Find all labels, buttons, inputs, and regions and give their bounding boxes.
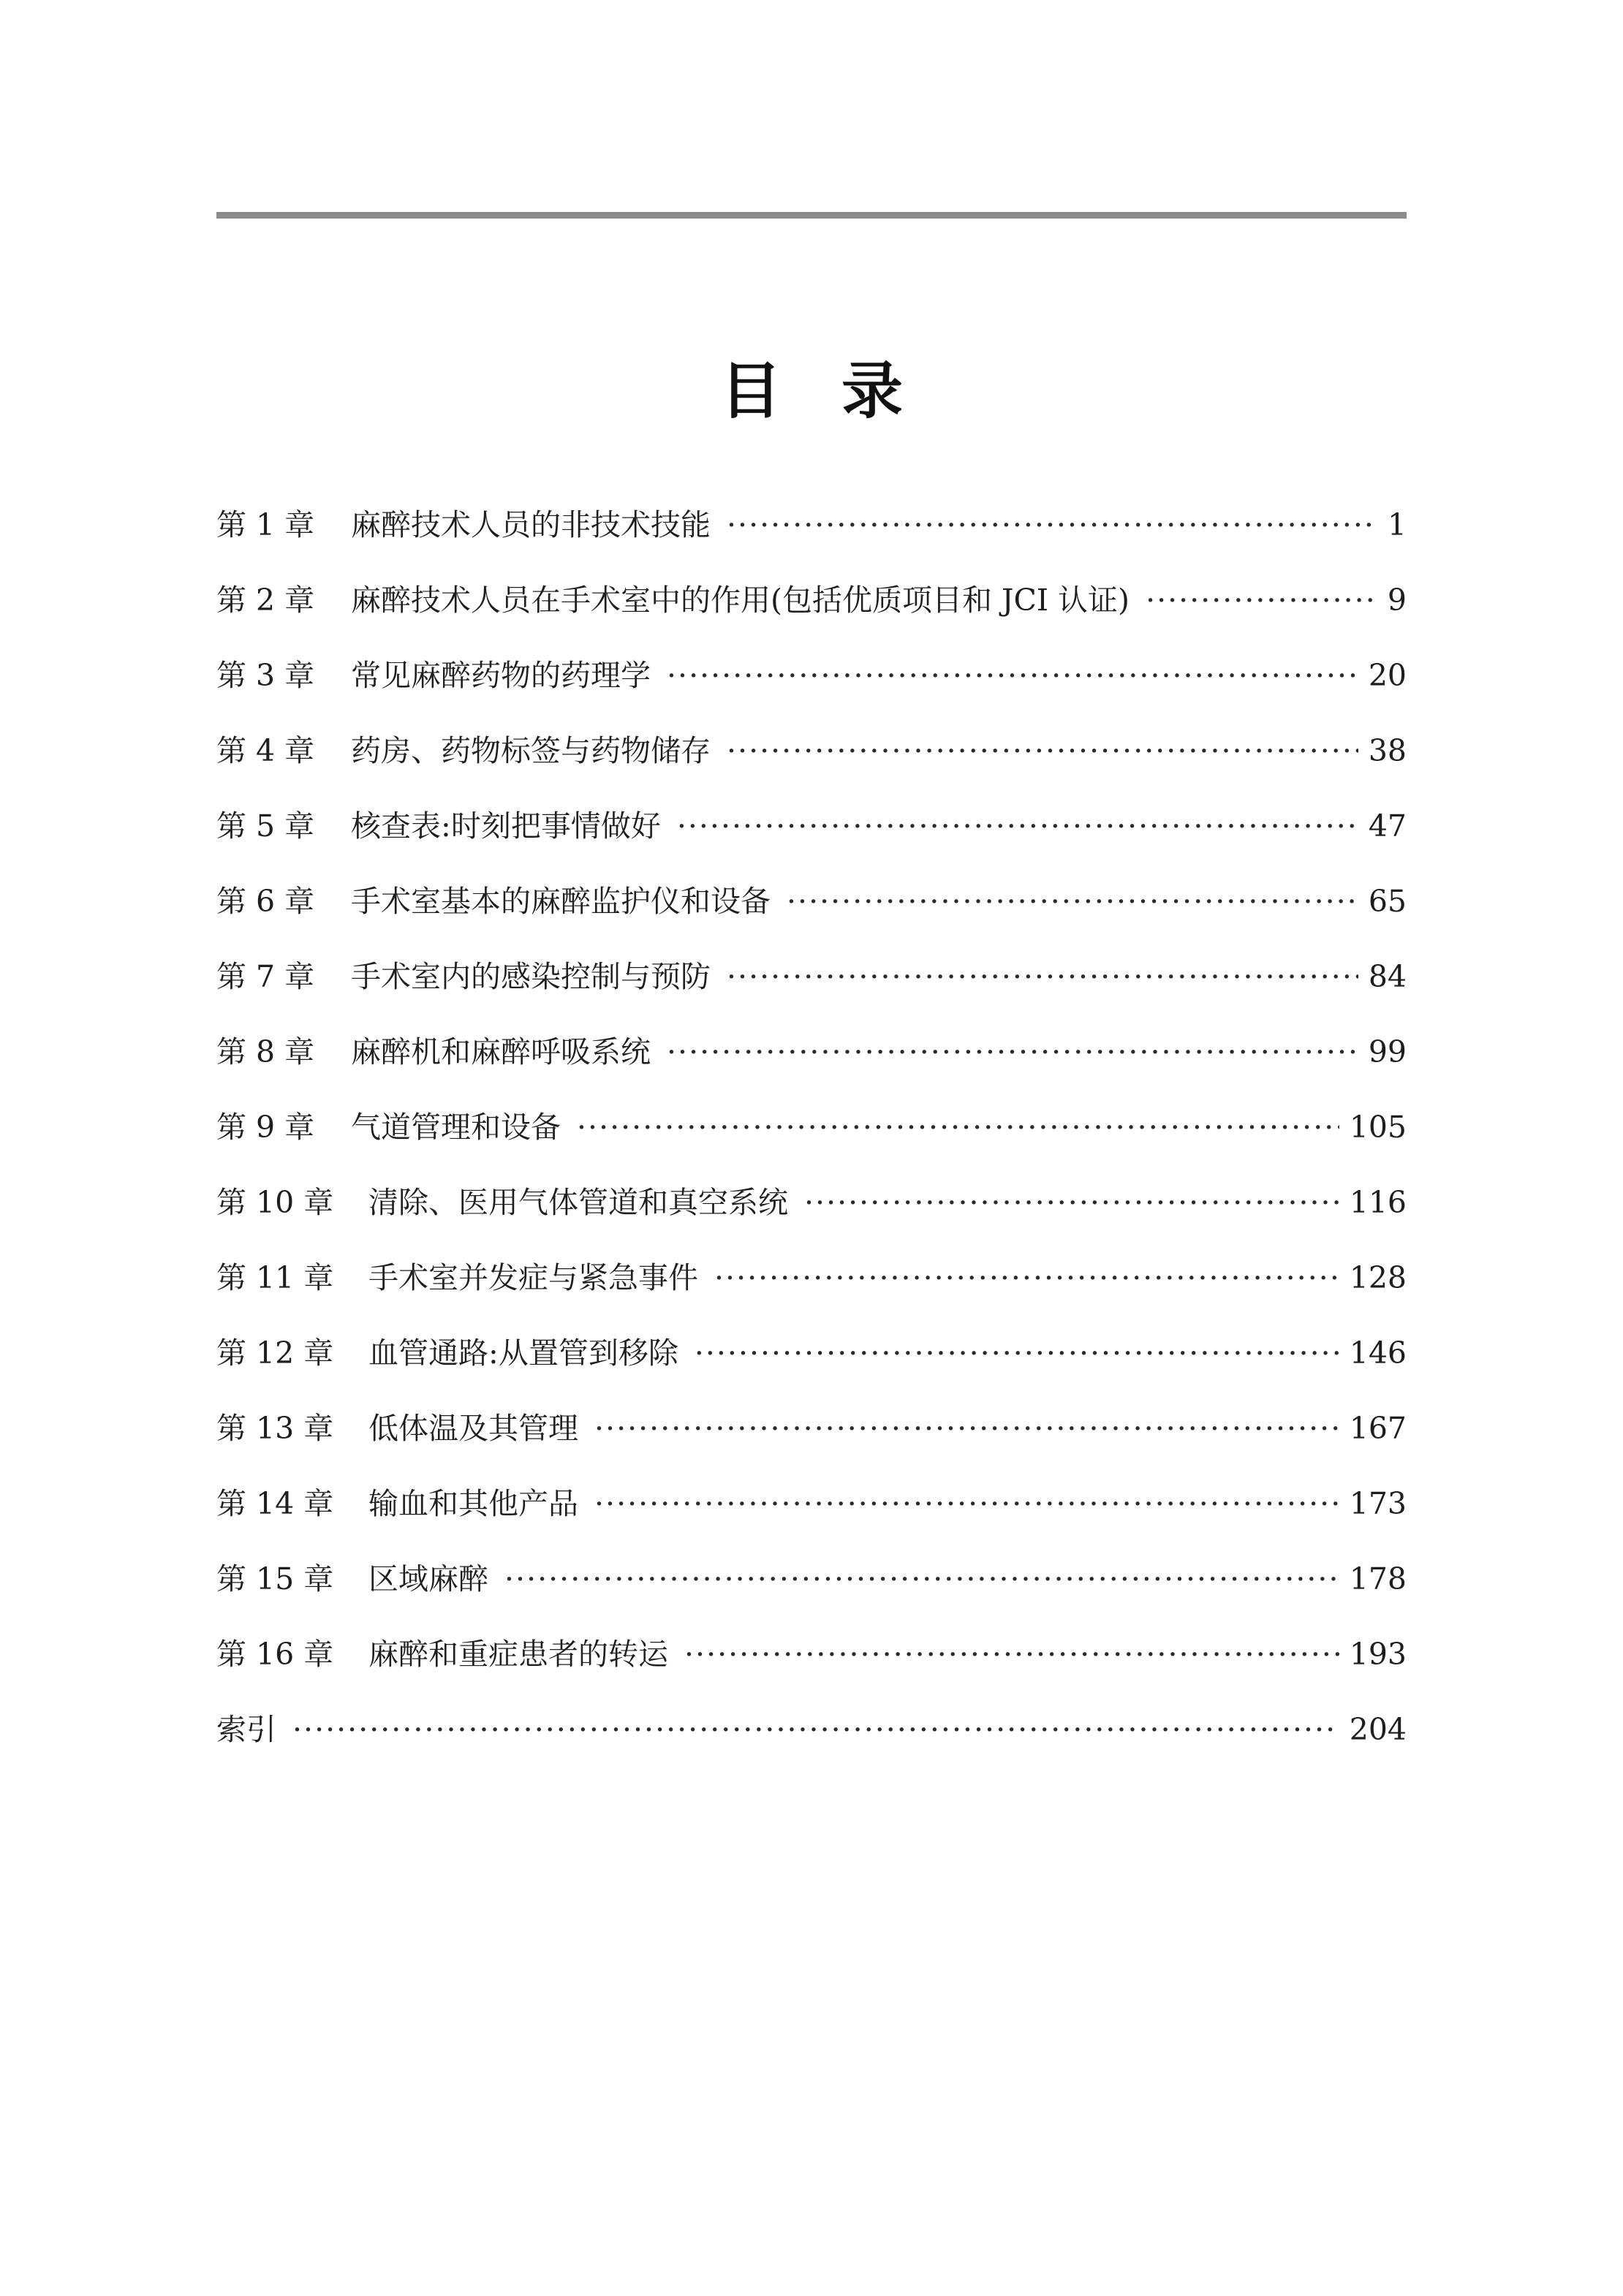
dot-leader [292,1692,1339,1768]
toc-entry-chapter-15[interactable] [216,1542,1407,1617]
dot-leader [787,864,1358,939]
chapter-number: 第 14 章 [216,1486,334,1521]
page-number: 9 [1387,583,1407,618]
toc-entry-chapter-14[interactable] [216,1466,1407,1542]
chapter-title: 清除、医用气体管道和真空系统 [368,1185,788,1220]
chapter-number: 第 11 章 [216,1260,334,1295]
dot-leader [677,789,1358,864]
chapter-title: 手术室并发症与紧急事件 [368,1260,698,1295]
toc-entry-chapter-6[interactable] [216,864,1407,939]
chapter-number: 第 13 章 [216,1411,334,1446]
page-number: 105 [1349,1110,1407,1145]
dot-leader [594,1466,1339,1542]
toc-list [216,488,1407,1768]
page-number: 178 [1349,1561,1407,1596]
chapter-number: 第 7 章 [216,959,315,994]
dot-leader [577,1090,1339,1165]
chapter-title: 麻醉和重症患者的转运 [368,1637,668,1672]
dot-leader [667,638,1358,713]
chapter-title: 麻醉技术人员的非技术技能 [351,507,711,542]
chapter-title: 输血和其他产品 [368,1486,578,1521]
toc-entry-chapter-1[interactable] [216,488,1407,563]
chapter-title: 麻醉机和麻醉呼吸系统 [351,1034,651,1069]
chapter-number: 第 2 章 [216,583,315,618]
dot-leader [504,1542,1339,1617]
dot-leader [727,488,1377,563]
toc-entry-chapter-7[interactable] [216,939,1407,1015]
page-number: 173 [1349,1486,1407,1521]
dot-leader [594,1391,1339,1466]
chapter-number: 第 10 章 [216,1185,334,1220]
chapter-title: 低体温及其管理 [368,1411,578,1446]
chapter-number: 第 8 章 [216,1034,315,1069]
toc-entry-chapter-12[interactable] [216,1316,1407,1391]
toc-heading-char-2: 录 [841,355,904,428]
toc-heading [0,351,1623,431]
toc-entry-index[interactable] [216,1692,1407,1768]
page-number: 116 [1349,1185,1407,1220]
page-number: 65 [1368,884,1407,919]
index-title: 索引 [216,1712,276,1747]
chapter-number: 第 5 章 [216,808,315,844]
dot-leader [804,1165,1339,1240]
page-number: 193 [1349,1637,1407,1672]
chapter-number: 第 12 章 [216,1335,334,1371]
dot-leader [684,1617,1339,1692]
chapter-number: 第 9 章 [216,1110,315,1145]
page-number: 38 [1368,733,1407,768]
page-number: 146 [1349,1335,1407,1371]
page-number: 20 [1368,658,1407,693]
chapter-number: 第 3 章 [216,658,315,693]
chapter-number: 第 6 章 [216,884,315,919]
chapter-title: 药房、药物标签与药物储存 [351,733,711,768]
page-number: 204 [1349,1712,1407,1747]
dot-leader [1146,563,1377,638]
toc-entry-chapter-8[interactable] [216,1015,1407,1090]
chapter-title: 手术室基本的麻醉监护仪和设备 [351,884,771,919]
dot-leader [667,1015,1358,1090]
chapter-title: 手术室内的感染控制与预防 [351,959,711,994]
page-number: 84 [1368,959,1407,994]
toc-entry-chapter-2[interactable] [216,563,1407,638]
page-number: 1 [1387,507,1407,542]
dot-leader [727,713,1358,789]
page-number: 99 [1368,1034,1407,1069]
toc-entry-chapter-11[interactable] [216,1240,1407,1316]
chapter-title: 麻醉技术人员在手术室中的作用(包括优质项目和 JCI 认证) [351,583,1130,618]
dot-leader [727,939,1358,1015]
page-number: 167 [1349,1411,1407,1446]
header-rule [216,212,1407,219]
toc-entry-chapter-16[interactable] [216,1617,1407,1692]
chapter-number: 第 4 章 [216,733,315,768]
chapter-title: 区域麻醉 [368,1561,488,1596]
chapter-number: 第 1 章 [216,507,315,542]
toc-entry-chapter-3[interactable] [216,638,1407,713]
page-number: 128 [1349,1260,1407,1295]
chapter-number: 第 16 章 [216,1637,334,1672]
chapter-number: 第 15 章 [216,1561,334,1596]
dot-leader [695,1316,1339,1391]
chapter-title: 常见麻醉药物的药理学 [351,658,651,693]
toc-entry-chapter-5[interactable] [216,789,1407,864]
chapter-title: 血管通路:从置管到移除 [368,1335,678,1371]
toc-entry-chapter-9[interactable] [216,1090,1407,1165]
toc-entry-chapter-4[interactable] [216,713,1407,789]
chapter-title: 气道管理和设备 [351,1110,561,1145]
chapter-title: 核查表:时刻把事情做好 [351,808,661,844]
toc-heading-char-1: 目 [719,355,782,428]
toc-entry-chapter-13[interactable] [216,1391,1407,1466]
dot-leader [714,1240,1339,1316]
page-number: 47 [1368,808,1407,844]
toc-entry-chapter-10[interactable] [216,1165,1407,1240]
